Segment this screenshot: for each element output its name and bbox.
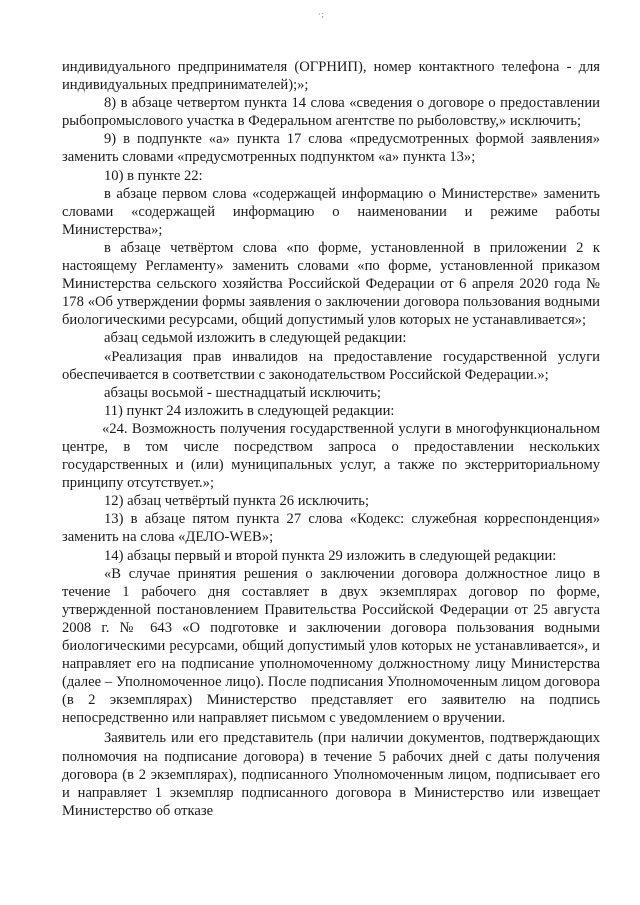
paragraph-item-10: 10) в пункте 22: xyxy=(104,167,203,184)
paragraph-item-14-first: «В случае принятия решения о заключении договора должностное лицо в течение 1 рабочего дня составляет в двух экземплярах договор по форме, утвержденной постановлением Правительства Российской Федерации от 25 августа 2008 г. № 643 «О подготовке и заключении договора пользования водными биологическими ресурсами, общий допустимый улов которых не устанавливается», и направляет его на подписание уполномоченному должностному лицу Министерства (далее – Уполномоченное лицо). После подписания Уполномоченным лицом договора (в 2 экземплярах) Министерство представляет его заявителю на подпись непосредственно или направляет письмом с уведомлением о вручении. xyxy=(62,565,600,727)
paragraph-item-12: 12) абзац четвёртый пункта 26 исключить; xyxy=(104,493,369,510)
scan-mark: ·; xyxy=(318,10,325,19)
paragraph-item-10-first: в абзаце первом слова «содержащей информацию о Министерстве» заменить словами «содержащей информацию о наименовании и режиме работы Министерства»; xyxy=(62,185,600,238)
paragraph-item-10-excluded: абзацы восьмой - шестнадцатый исключить; xyxy=(104,384,381,401)
paragraph-item-10-fourth: в абзаце четвёртом слова «по форме, установленной в приложении 2 к настоящему Регламенту» заменить словами «по форме, установленной приказом Министерства сельского хозяйства Российской Федерации от 6 апреля 2020 года № 178 «Об утверждении формы заявления о заключении договора пользования водными биологическими ресурсами, общий допустимый улов которых не устанавливается»; xyxy=(62,239,600,329)
paragraph-item-10-seventh-text: «Реализация прав инвалидов на предоставление государственной услуги обеспечивается в соответствии с законодательством Российской Федерации.»; xyxy=(62,348,600,383)
paragraph-item-10-seventh: абзац седьмой изложить в следующей редакции: xyxy=(104,330,407,347)
document-page xyxy=(62,58,600,820)
paragraph-item-11-text: «24. Возможность получения государственной услуги в многофункциональном центре, в том числе посредством запроса о предоставлении нескольких государственных и (или) муниципальных услуг, а также по экстерриториальному принципу отсутствует.»; xyxy=(62,420,600,492)
paragraph-item-9: 9) в подпункте «а» пункта 17 слова «предусмотренных формой заявления» заменить словами «предусмотренных подпунктом «а» пункта 13»; xyxy=(62,131,600,166)
paragraph-item-13: 13) в абзаце пятом пункта 27 слова «Кодекс: служебная корреспонденция» заменить на слова «ДЕЛО-WEB»; xyxy=(62,511,600,546)
paragraph-item-14: 14) абзацы первый и второй пункта 29 изложить в следующей редакции: xyxy=(104,547,557,564)
paragraph-item-8: 8) в абзаце четвертом пункта 14 слова «сведения о договоре о предоставлении рыбопромыслового участка в Федеральном агентстве по рыболовству,» исключить; xyxy=(62,95,600,130)
paragraph-item-11: 11) пункт 24 изложить в следующей редакции: xyxy=(104,402,395,419)
paragraph-continuation: индивидуального предпринимателя (ОГРНИП), номер контактного телефона - для индивидуальных предпринимателей);»; xyxy=(62,59,600,94)
paragraph-item-14-second: Заявитель или его представитель (при наличии документов, подтверждающих полномочия на подписание договора) в течение 5 рабочих дней с даты получения договора (в 2 экземплярах), подписанного Уполномоченным лицом, подписывает его и направляет 1 экземпляр подписанного договора в Министерство или извещает Министерство об отказе xyxy=(62,730,600,819)
